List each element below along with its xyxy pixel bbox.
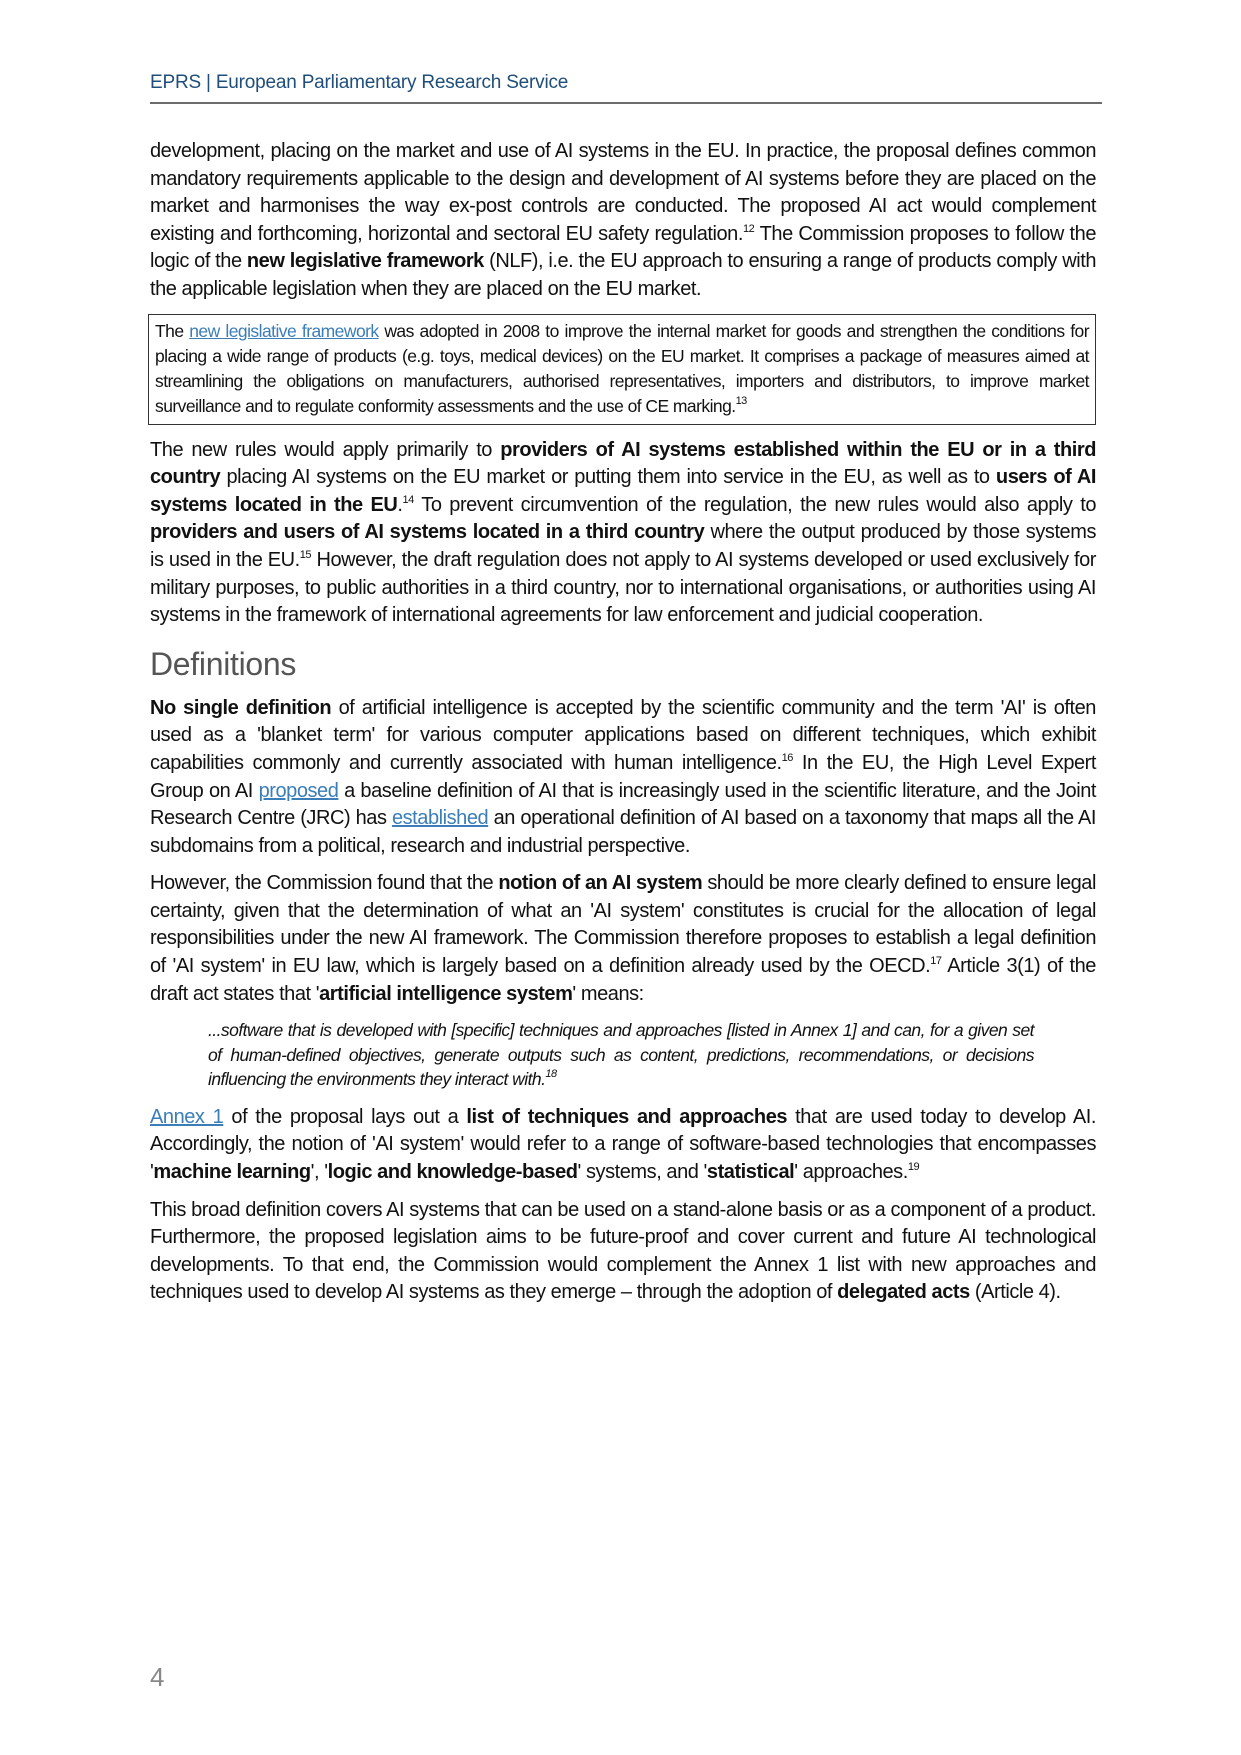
paragraph-ai-system xyxy=(150,870,1096,1008)
section-heading-definitions: Definitions xyxy=(150,645,297,682)
bold-term: notion of an AI system xyxy=(498,872,703,895)
text: However, the Commission found that the xyxy=(150,872,499,895)
bold-term: artificial intelligence system xyxy=(319,982,573,1005)
text: This broad definition covers AI systems that can be used on a stand-alone basis or as a component of a product. Furthermore, the proposed legislation aims to be future-proof and cover current and future AI technological developments. To that end, the Commission would complement the Annex 1 list with new approaches and techniques used to develop AI systems as they emerge – through the adoption of xyxy=(150,1198,1096,1304)
bold-term: list of techniques and approaches xyxy=(466,1105,788,1128)
text: To prevent circumvention of the regulation, the new rules would also apply to xyxy=(413,493,1096,516)
text: of the proposal lays out a xyxy=(223,1105,467,1128)
text: placing AI systems on the EU market or putting them into service in the EU, as well as to xyxy=(220,466,996,489)
bold-term: users of AI systems located in the EU xyxy=(150,466,1096,516)
footnote-ref[interactable]: 16 xyxy=(781,751,793,764)
text: (NLF), i.e. the EU approach to ensuring a range of products comply with the applicable legislation when they are placed on the EU market. xyxy=(150,250,1097,300)
footnote-ref[interactable]: 17 xyxy=(930,955,942,968)
text: In the EU, the High Level Expert Group on AI xyxy=(150,751,1096,802)
paragraph-definition xyxy=(150,695,1096,861)
text: . xyxy=(397,493,403,516)
info-box xyxy=(148,314,1096,425)
text: (Article 4). xyxy=(969,1281,1061,1304)
footnote-ref[interactable]: 15 xyxy=(299,548,312,561)
footnote-ref[interactable]: 14 xyxy=(402,493,414,506)
paragraph-intro xyxy=(150,138,1096,304)
text: ...software that is developed with [specific] techniques and approaches [listed in Annex 1] and can, for a given set of human-defined objectives, generate outputs such as content, predictions, recommendations, or decisions influencing the environments they interact with. xyxy=(208,1020,1034,1090)
document-body xyxy=(150,138,1096,1317)
bold-term: statistical xyxy=(706,1160,795,1183)
proposed-link[interactable]: proposed xyxy=(258,779,339,802)
bold-term: providers and users of AI systems located in a third country xyxy=(150,521,705,544)
bold-term: providers of AI systems established within the EU or in a third country xyxy=(150,438,1096,489)
paragraph-scope xyxy=(150,437,1096,630)
header-title: EPRS | European Parliamentary Research Service xyxy=(150,72,569,93)
text: a baseline definition of AI that is increasingly used in the scientific literature, and the Joint Research Centre (JRC) has xyxy=(150,779,1096,830)
text: ' approaches. xyxy=(794,1160,908,1183)
paragraph-annex xyxy=(150,1104,1096,1187)
text: development, placing on the market and use of AI systems in the EU. In practice, the proposal defines common mandatory requirements applicable to the design and development of AI systems before they are placed on the market and harmonises the way ex-post controls are conducted. The proposed AI act would complement existing and forthcoming, horizontal and sectoral EU safety regulation. xyxy=(150,140,1096,245)
paragraph-broad-definition xyxy=(150,1197,1096,1307)
quote-text xyxy=(208,1018,1034,1092)
text: an operational definition of AI based on a taxonomy that maps all the AI subdomains from a political, research and industrial perspective. xyxy=(150,807,1096,857)
text: ' means: xyxy=(572,982,644,1005)
block-quote xyxy=(208,1018,1034,1092)
text: ', ' xyxy=(310,1160,328,1183)
text: of artificial intelligence is accepted by the scientific community and the term 'AI' is often used as a 'blanket term' for various computer applications based on different techniques, which exhibit capabilities commonly and currently associated with human intelligence. xyxy=(150,696,1096,774)
info-box-text xyxy=(155,319,1089,419)
page-number: 4 xyxy=(150,1662,165,1692)
footnote-ref[interactable]: 13 xyxy=(735,394,747,407)
text: Article 3(1) of the draft act states that ' xyxy=(150,955,1096,1005)
footnote-ref[interactable]: 19 xyxy=(907,1160,920,1173)
bold-term: delegated acts xyxy=(837,1281,970,1304)
text: where the output produced by those systems is used in the EU. xyxy=(150,521,1096,571)
header-divider xyxy=(150,102,1102,104)
text: The xyxy=(155,320,190,341)
page-header xyxy=(150,72,1102,104)
new-legislative-framework-link[interactable]: new legislative framework xyxy=(189,320,379,341)
footnote-ref[interactable]: 12 xyxy=(742,222,755,235)
text: was adopted in 2008 to improve the internal market for goods and strengthen the conditions for placing a wide range of products (e.g. toys, medical devices) on the EU market. It comprises a package of measures aimed at streamlining the obligations on manufacturers, authorised representatives, importers and distributors, to improve market surveillance and to regulate conformity assessments and the use of CE marking. xyxy=(155,320,1089,416)
bold-term: machine learning xyxy=(153,1160,311,1183)
text: ' systems, and ' xyxy=(577,1160,707,1183)
established-link[interactable]: established xyxy=(391,807,489,830)
text: However, the draft regulation does not apply to AI systems developed or used exclusively for military purposes, to public authorities in a third country, nor to international organisations, or authorities using AI systems in the framework of international agreements for law enforcement and judicial cooperation. xyxy=(150,548,1097,627)
bold-term: logic and knowledge-based xyxy=(327,1160,578,1183)
annex-1-link[interactable]: Annex 1 xyxy=(150,1105,224,1128)
text: should be more clearly defined to ensure legal certainty, given that the determination of what an 'AI system' constitutes is crucial for the allocation of legal responsibilities under the new AI framework. The Commission therefore proposes to establish a legal definition of 'AI system' in EU law, which is largely based on a definition already used by the OECD. xyxy=(150,872,1096,978)
bold-term: No single definition xyxy=(150,696,332,719)
text: that are used today to develop AI. Accordingly, the notion of 'AI system' would refer to a range of software-based technologies that encompasses ' xyxy=(150,1105,1096,1183)
text: The Commission proposes to follow the logic of the xyxy=(150,222,1096,273)
text: The new rules would apply primarily to xyxy=(150,438,501,461)
footnote-ref[interactable]: 18 xyxy=(545,1068,557,1081)
bold-term: new legislative framework xyxy=(246,250,484,273)
